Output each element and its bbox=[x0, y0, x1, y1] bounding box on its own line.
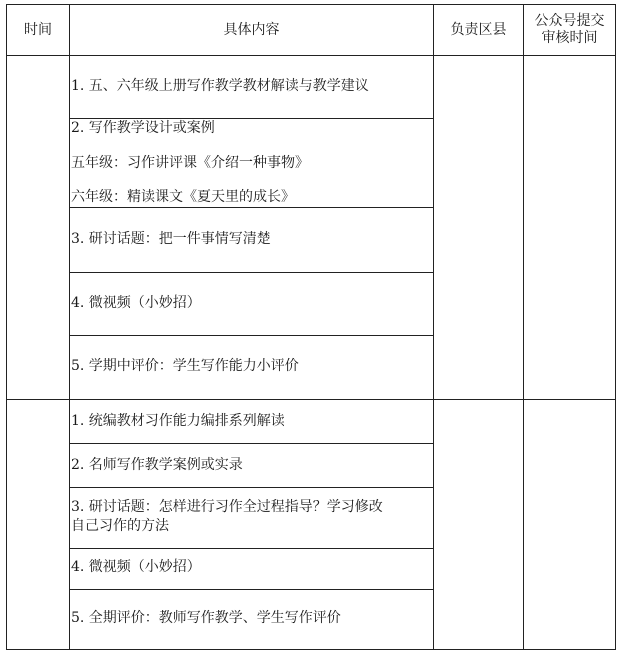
s2-item-3-line1: 3. 研讨话题：怎样进行习作全过程指导？学习修改 bbox=[71, 499, 383, 515]
s1-item-2-title: 2. 写作教学设计或案例 bbox=[71, 120, 215, 136]
s2-item-1: 1. 统编教材习作能力编排系列解读 bbox=[71, 413, 285, 429]
s1-item-4: 4. 微视频（小妙招） bbox=[71, 295, 201, 311]
s1-row-divider-2 bbox=[70, 207, 433, 208]
s2-item-4: 4. 微视频（小妙招） bbox=[71, 559, 201, 575]
s1-item-3: 3. 研讨话题：把一件事情写清楚 bbox=[71, 231, 271, 247]
s1-row-divider-4 bbox=[70, 335, 433, 336]
s2-item-3-line2: 自己习作的方法 bbox=[71, 518, 169, 534]
col-divider-time bbox=[69, 5, 70, 649]
s2-item-2: 2. 名师写作教学案例或实录 bbox=[71, 457, 243, 473]
s2-item-3 bbox=[71, 499, 433, 539]
section-divider bbox=[7, 399, 615, 400]
col-divider-district bbox=[523, 5, 524, 649]
s1-item-5: 5. 学期中评价：学生写作能力小评价 bbox=[71, 358, 299, 374]
header-time: 时间 bbox=[24, 21, 52, 38]
s1-item-2-grade6: 六年级：精读课文《夏天里的成长》 bbox=[71, 189, 295, 205]
s1-item-1: 1. 五、六年级上册写作教学教材解读与教学建议 bbox=[71, 78, 369, 94]
s1-item-2-grade5: 五年级：习作讲评课《介绍一种事物》 bbox=[71, 155, 309, 171]
header-divider bbox=[7, 55, 615, 56]
header-district: 负责区县 bbox=[450, 21, 507, 38]
col-divider-content bbox=[433, 5, 434, 649]
header-content: 具体内容 bbox=[223, 21, 280, 38]
s2-row-divider-1 bbox=[70, 443, 433, 444]
s2-row-divider-2 bbox=[70, 487, 433, 488]
header-review-line2: 审核时间 bbox=[541, 30, 598, 46]
s2-item-5: 5. 全期评价：教师写作教学、学生写作评价 bbox=[71, 610, 341, 626]
header-review-line1: 公众号提交 bbox=[534, 13, 605, 29]
s2-row-divider-4 bbox=[70, 589, 433, 590]
s1-row-divider-3 bbox=[70, 272, 433, 273]
header-review-time bbox=[524, 5, 615, 55]
s2-row-divider-3 bbox=[70, 548, 433, 549]
schedule-table bbox=[6, 4, 616, 650]
s1-item-2 bbox=[71, 119, 433, 207]
